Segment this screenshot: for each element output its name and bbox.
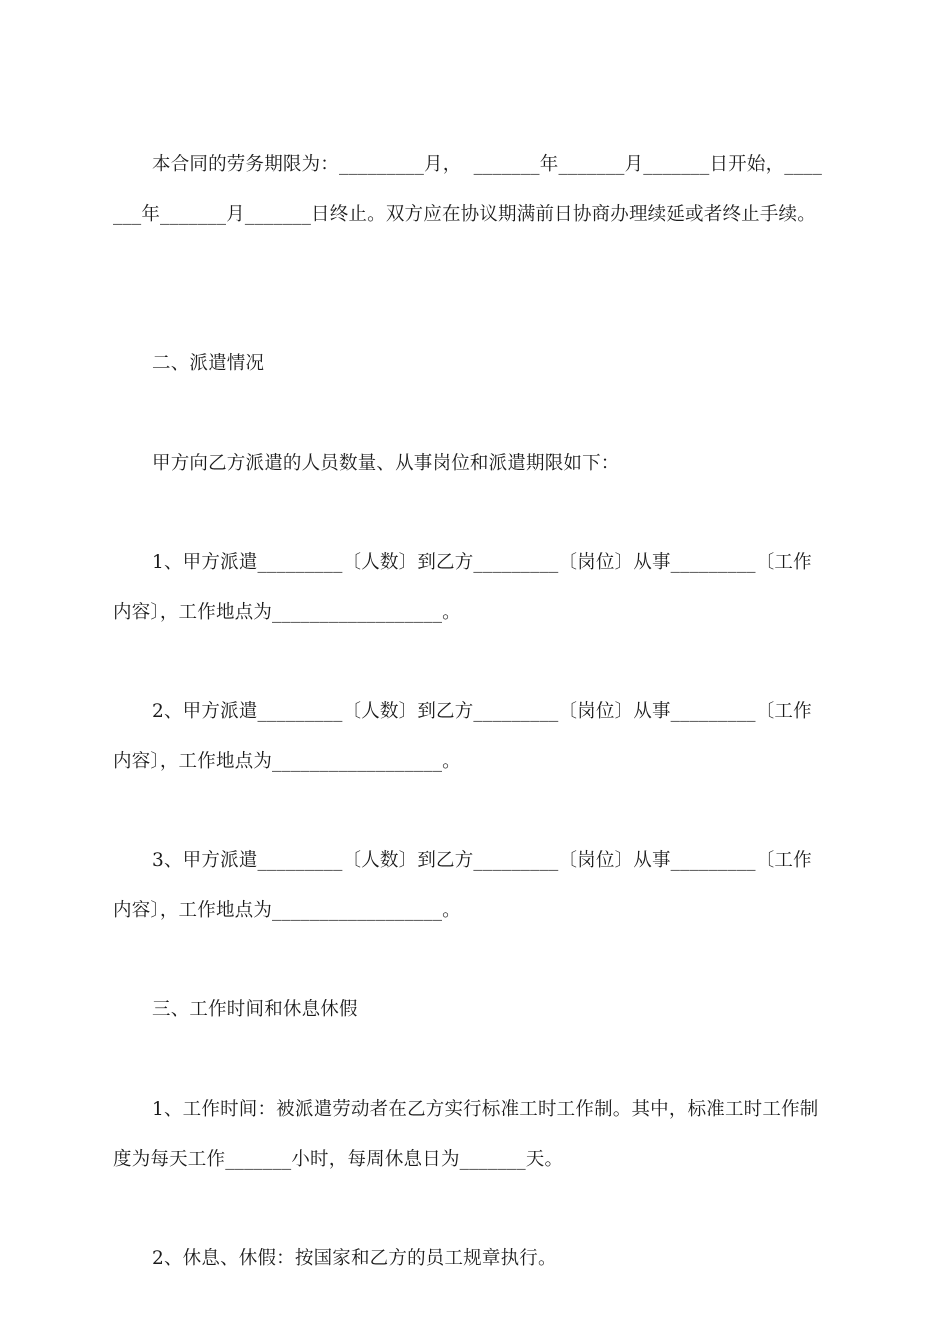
work-time-line-2: 度为每天工作_______小时，每周休息日为_______天。 [113,1149,564,1170]
rest-leave-line: 2、休息、休假：按国家和乙方的员工规章执行。 [152,1248,557,1269]
dispatch-item-1-line-1: 1、甲方派遣_________〔人数〕到乙方_________〔岗位〕从事_________〔工作 [152,552,812,573]
dispatch-item-3-line-2: 内容〕，工作地点为__________________。 [113,900,461,921]
section-2-heading: 二、派遣情况 [152,353,265,374]
dispatch-item-2-line-1: 2、甲方派遣_________〔人数〕到乙方_________〔岗位〕从事_________〔工作 [152,701,812,722]
section-2-intro: 甲方向乙方派遣的人员数量、从事岗位和派遣期限如下： [152,453,620,474]
dispatch-item-1-line-2: 内容〕，工作地点为__________________。 [113,602,461,623]
term-paragraph-line-1: 本合同的劳务期限为：_________月， _______年_______月_______日开始，____ [152,154,823,175]
term-paragraph-line-2: ___年_______月_______日终止。双方应在协议期满前日协商办理续延或者终止手续。 [113,204,816,225]
dispatch-item-3-line-1: 3、甲方派遣_________〔人数〕到乙方_________〔岗位〕从事_________〔工作 [152,850,812,871]
work-time-line-1: 1、工作时间：被派遣劳动者在乙方实行标准工时工作制。其中，标准工时工作制 [152,1099,819,1120]
section-3-heading: 三、工作时间和休息休假 [152,999,358,1020]
dispatch-item-2-line-2: 内容〕，工作地点为__________________。 [113,751,461,772]
